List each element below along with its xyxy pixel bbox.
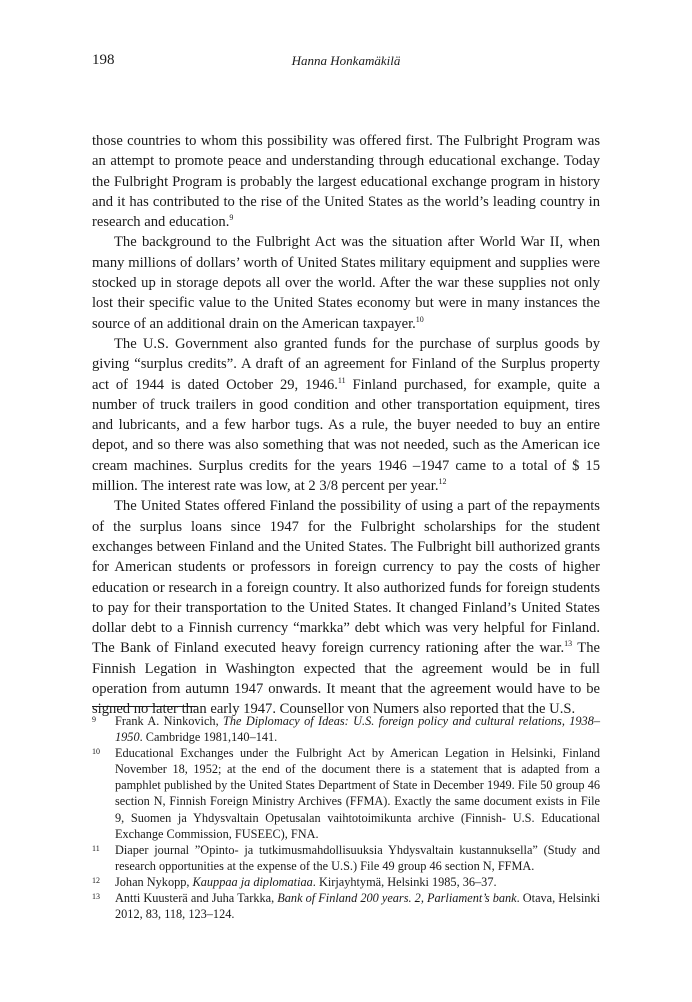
text-run: The United States offered Finland the possibility of using a part of the repayments of the surplus loans since 1947 for the Fulbright scholarships for the student exchanges between Finland and the United States. The Fulbright bill authorized grants for American students or professors in foreign currency to pay the costs of higher education or research in a foreign country. It also authorized funds for foreign students to pay for their transportation to the United States. It changed Finland’s United States dollar debt to a Finnish currency “markka” debt which was very helpful for Finland. The Bank of Finland executed heavy foreign currency rationing after the war. bbox=[92, 498, 600, 657]
text-run: The U.S. Government also granted funds for the purchase of surplus goods by giving “surplus credits”. A draft of an agreement for Finland of the Surplus property act of 1944 is dated October 29, 1946. bbox=[92, 335, 600, 393]
text-run: those countries to whom this possibility was offered first. The Fulbright Program was an attempt to promote peace and understanding through educational exchange. Today the Fulbright Program is probably the largest educational exchange program in history and it has contributed to the rise of the United States as the world’s leading country in research and education. bbox=[92, 133, 600, 231]
body-text bbox=[92, 131, 600, 720]
running-head: Hanna Honkamäkilä bbox=[291, 53, 401, 68]
footnote-ref: 11 bbox=[337, 375, 346, 385]
footnote-text bbox=[115, 874, 600, 890]
footnote-ref: 9 bbox=[229, 213, 234, 223]
footnote-ref: 13 bbox=[564, 639, 573, 649]
text-run: . Cambridge 1981,140–141. bbox=[139, 730, 278, 745]
body-paragraph bbox=[92, 496, 600, 719]
footnote bbox=[92, 890, 600, 922]
text-run: Diaper journal ”Opinto- ja tutkimusmahdollisuuksia Yhdysvaltain kustannuksella” (Study and research opportunities at the expense of the U.S.) File 49 group 46 section N, FFMA. bbox=[115, 842, 600, 873]
footnote bbox=[92, 874, 600, 890]
footnote bbox=[92, 745, 600, 842]
footnote-number: 11 bbox=[92, 843, 100, 853]
footnote-ref: 10 bbox=[415, 314, 424, 324]
page-header bbox=[92, 52, 600, 70]
footnote-text bbox=[115, 842, 600, 874]
footnote-number: 13 bbox=[92, 892, 100, 902]
footnote-text bbox=[115, 890, 600, 922]
text-run: The Finnish Legation in Washington expected that the agreement would be in full operation from autumn 1947 onwards. It meant that the agreement would have to be signed no later than early 1947. Counsellor von Numers also reported that the U.S. bbox=[92, 640, 600, 718]
footnote-number: 10 bbox=[92, 747, 100, 757]
body-paragraph bbox=[92, 334, 600, 496]
text-run: Educational Exchanges under the Fulbright Act by American Legation in Helsinki, Finland November 18, 1952; at the end of the document there is a statement that is adapted from a pamphlet published by the United States Department of State in December 1949. File 50 group 46 section N, Finnish Foreign Ministry Archives (FFMA). Exactly the same document exists in File 9, Suomen ja Yhdysvaltain Opetusalan vaihtotoimikunta archive (Finnish- U.S. Educational Exchange Commission, FUSEEC), FNA. bbox=[115, 746, 600, 841]
footnote-text bbox=[115, 713, 600, 745]
italic-title: Kauppaa ja diplomatiaa bbox=[192, 874, 313, 889]
footnote-number: 12 bbox=[92, 875, 100, 885]
footnote bbox=[92, 713, 600, 745]
footnote-ref: 12 bbox=[438, 477, 447, 487]
text-run: The background to the Fulbright Act was the situation after World War II, when many millions of dollars’ worth of United States military equipment and supplies were stocked up in storage depots all over the world. After the war these supplies not only lost their specific value to the United States economy but were in many instances the source of an additional drain on the American taxpayer. bbox=[92, 234, 600, 332]
text-run: Antti Kuusterä and Juha Tarkka, bbox=[115, 891, 278, 906]
text-run: . Kirjayhtymä, Helsinki 1985, 36–37. bbox=[312, 874, 497, 889]
footnotes bbox=[92, 713, 600, 922]
italic-title: Bank of Finland 200 years. 2, Parliament’s bank bbox=[277, 891, 517, 906]
page-number: 198 bbox=[92, 52, 115, 68]
text-run: Finland purchased, for example, quite a number of truck trailers in good condition and other transportation equipment, tires and lubricants, and a few harbor tugs. As a rule, the buyer needed to buy an entire depot, and so there was also something that was not needed, such as the American ice cream machines. Surplus credits for the years 1946 –1947 came to a total of $ 15 million. The interest rate was low, at 2 3/8 percent per year. bbox=[92, 376, 601, 495]
body-paragraph bbox=[92, 131, 600, 232]
footnote-divider bbox=[92, 706, 197, 707]
italic-title: The Diplomacy of Ideas: U.S. foreign policy and cultural relations, 1938–1950 bbox=[115, 714, 600, 745]
text-run: Frank A. Ninkovich, bbox=[115, 714, 224, 728]
footnote-text bbox=[115, 745, 600, 842]
text-run: Johan Nykopp, bbox=[115, 874, 193, 889]
body-paragraph bbox=[92, 232, 600, 333]
text-run: . Otava, Helsinki 2012, 83, 118, 123–124. bbox=[115, 891, 600, 922]
footnote-number: 9 bbox=[92, 715, 96, 724]
footnote bbox=[92, 842, 600, 874]
